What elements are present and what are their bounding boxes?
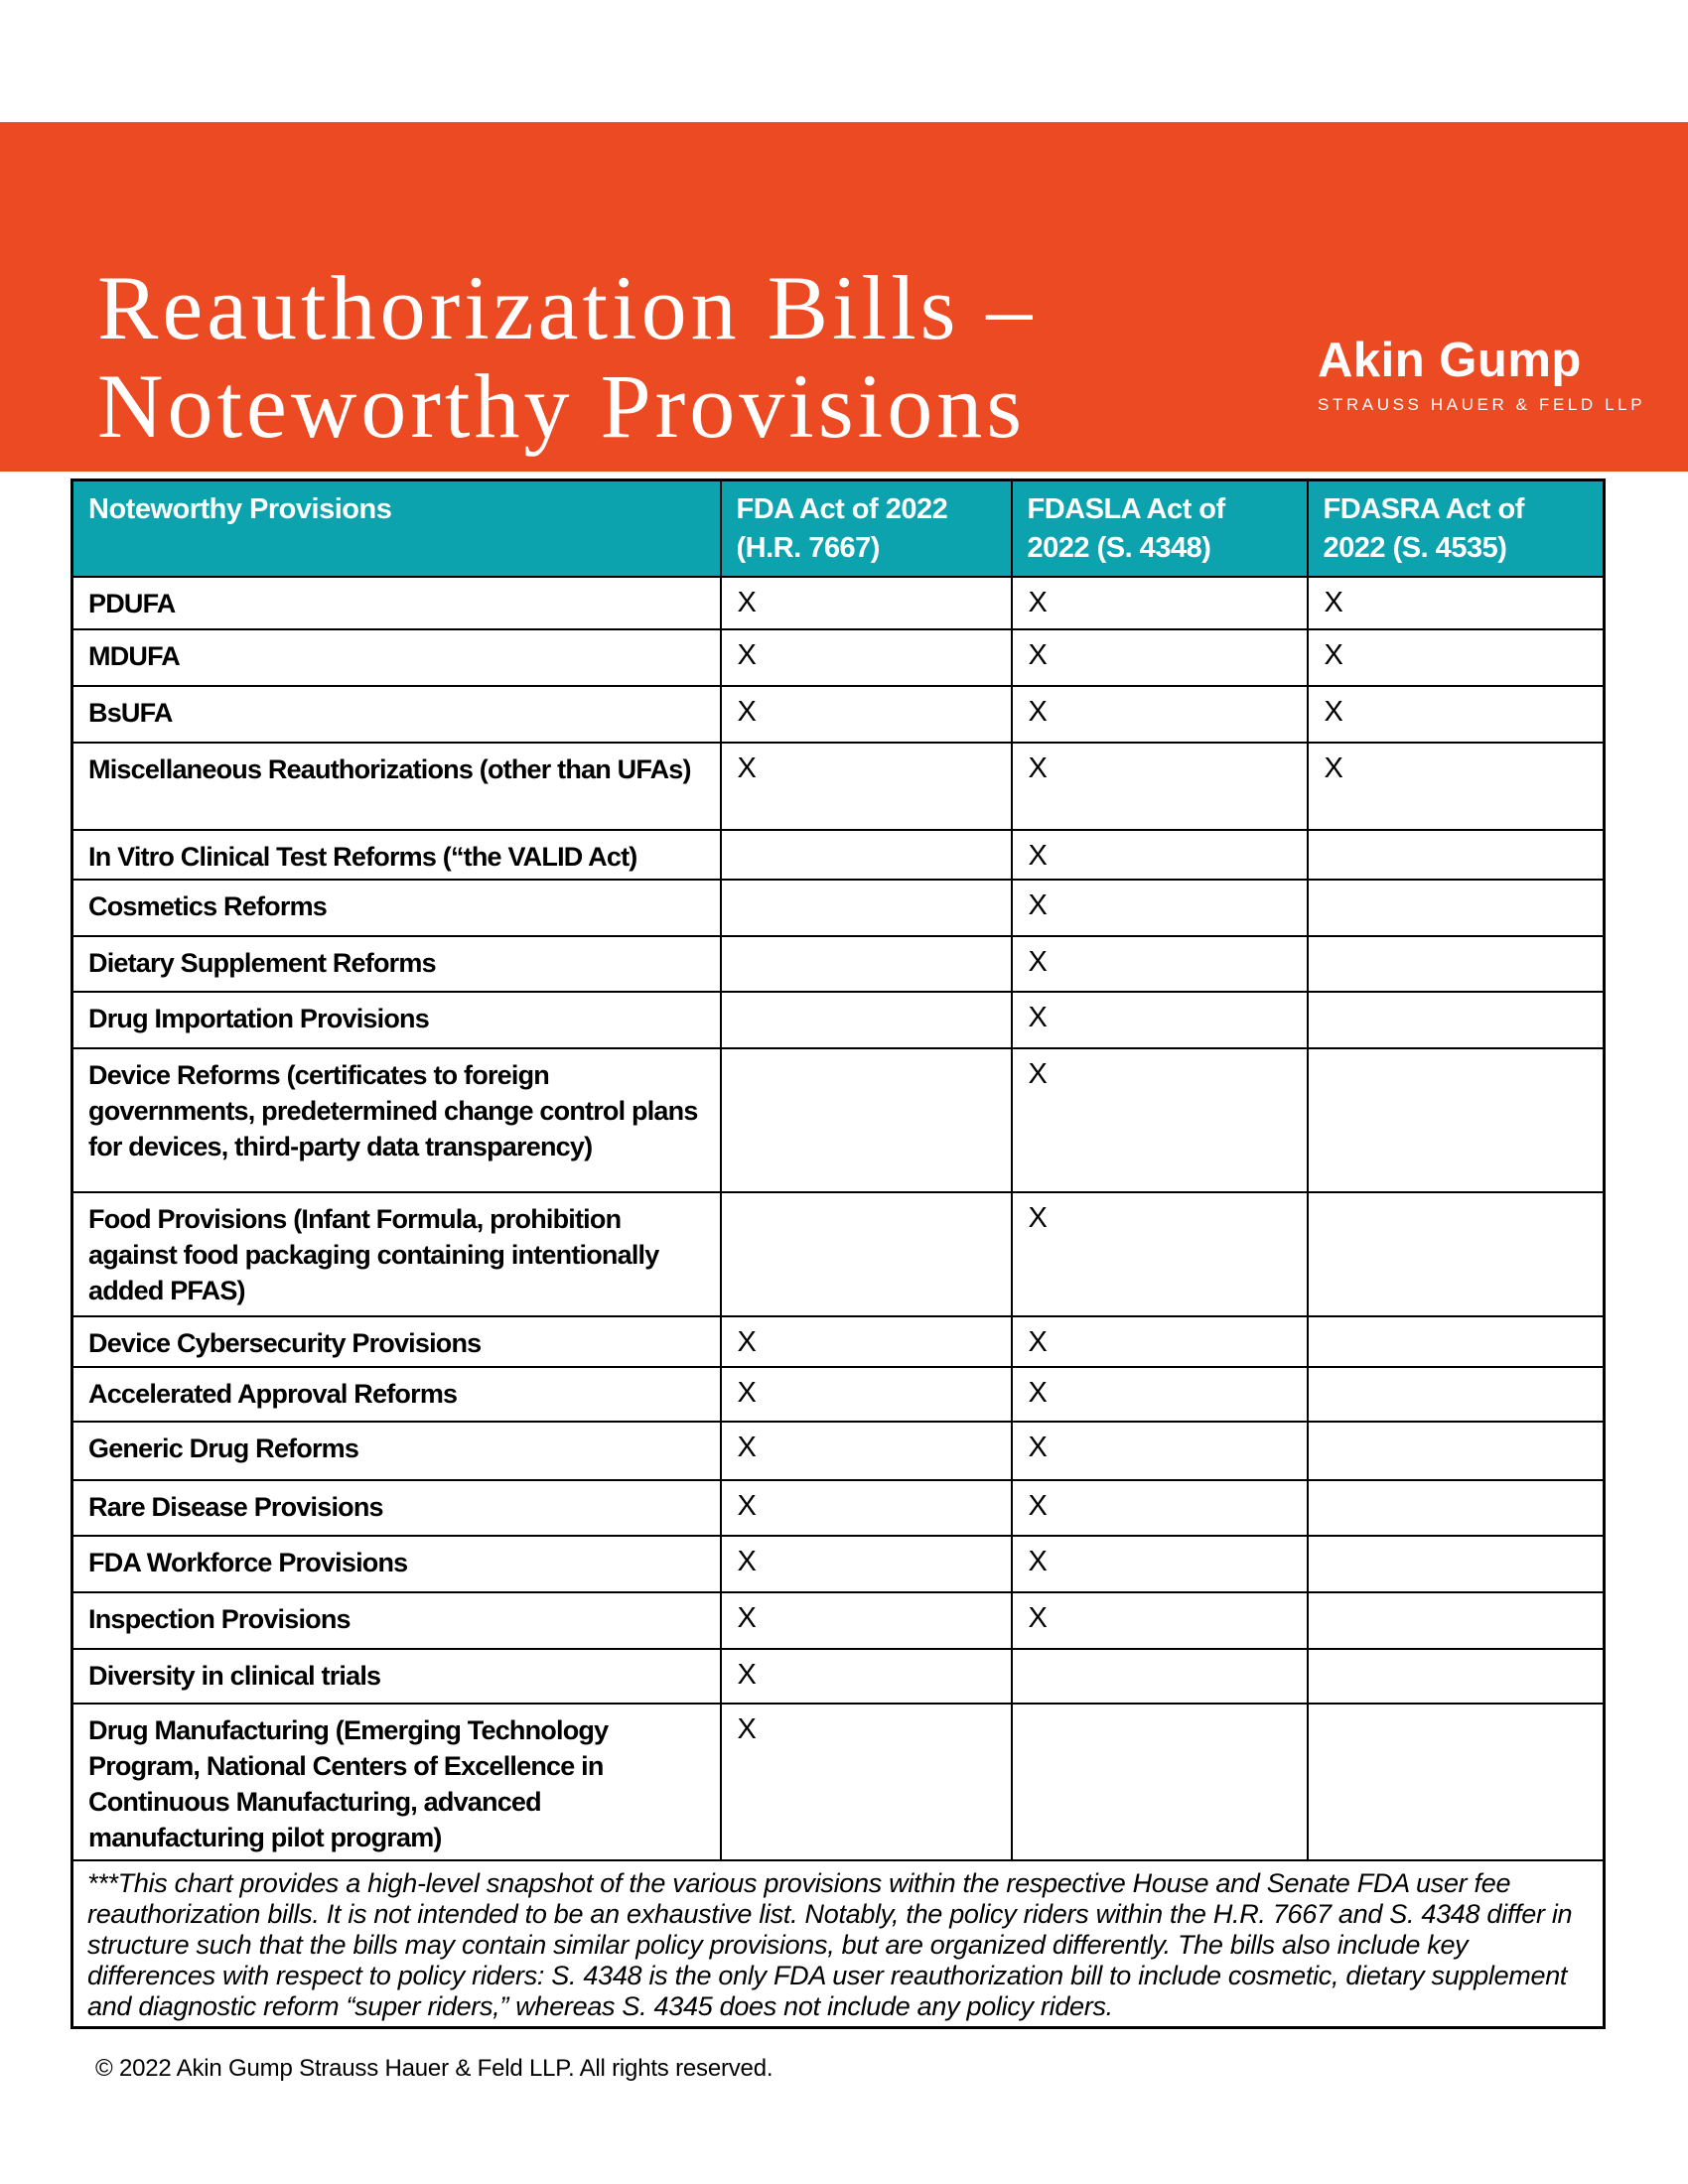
provision-label-cell: Miscellaneous Reauthorizations (other than UFAs) <box>72 743 721 830</box>
mark-cell-fda-act <box>721 830 1012 880</box>
provision-label-cell: Dietary Supplement Reforms <box>72 936 721 992</box>
mark-cell-fdasra-act <box>1308 830 1605 880</box>
table-row <box>72 1704 1605 1860</box>
footnote-cell <box>72 1860 1605 2028</box>
table-header <box>72 480 1605 578</box>
provision-label-cell: Device Cybersecurity Provisions <box>72 1316 721 1367</box>
provision-label-cell: Generic Drug Reforms <box>72 1422 721 1480</box>
mark-cell-fdasra-act <box>1308 1592 1605 1649</box>
mark-cell-fda-act: X <box>721 743 1012 830</box>
mark-cell-fdasra-act: X <box>1308 577 1605 629</box>
mark-cell-fdasra-act <box>1308 1704 1605 1860</box>
table-row <box>72 1422 1605 1480</box>
mark-cell-fdasla-act: X <box>1012 1536 1308 1592</box>
mark-cell-fdasla-act: X <box>1012 743 1308 830</box>
provisions-table <box>70 478 1606 2029</box>
mark-cell-fdasra-act: X <box>1308 629 1605 686</box>
page-title <box>97 259 1036 456</box>
table-footnote-section <box>72 1860 1605 2028</box>
mark-cell-fda-act <box>721 880 1012 936</box>
mark-cell-fda-act: X <box>721 577 1012 629</box>
mark-cell-fdasra-act <box>1308 1316 1605 1367</box>
mark-cell-fdasra-act <box>1308 880 1605 936</box>
mark-cell-fdasra-act <box>1308 1192 1605 1316</box>
mark-cell-fdasla-act <box>1012 1704 1308 1860</box>
table-row <box>72 992 1605 1048</box>
table-row <box>72 1649 1605 1704</box>
logo-wordmark: Akin Gump <box>1318 334 1582 387</box>
mark-cell-fdasla-act: X <box>1012 629 1308 686</box>
mark-cell-fdasra-act: X <box>1308 686 1605 743</box>
provision-label-cell: Rare Disease Provisions <box>72 1480 721 1536</box>
provision-label-cell: Cosmetics Reforms <box>72 880 721 936</box>
table-row <box>72 1367 1605 1422</box>
provision-label-cell: In Vitro Clinical Test Reforms (“the VALID Act) <box>72 830 721 880</box>
table-row <box>72 1316 1605 1367</box>
mark-cell-fdasra-act <box>1308 1536 1605 1592</box>
table-body <box>72 577 1605 1860</box>
mark-cell-fdasla-act: X <box>1012 1367 1308 1422</box>
mark-cell-fdasla-act: X <box>1012 992 1308 1048</box>
mark-cell-fda-act: X <box>721 1704 1012 1860</box>
table-row <box>72 830 1605 880</box>
akin-gump-logo <box>1318 335 1645 415</box>
mark-cell-fda-act: X <box>721 1480 1012 1536</box>
mark-cell-fdasra-act <box>1308 1048 1605 1192</box>
mark-cell-fdasra-act <box>1308 1649 1605 1704</box>
table-row <box>72 936 1605 992</box>
mark-cell-fdasla-act: X <box>1012 1592 1308 1649</box>
mark-cell-fdasla-act: X <box>1012 936 1308 992</box>
mark-cell-fda-act <box>721 992 1012 1048</box>
provision-label-cell: BsUFA <box>72 686 721 743</box>
mark-cell-fdasra-act <box>1308 936 1605 992</box>
mark-cell-fdasla-act: X <box>1012 686 1308 743</box>
mark-cell-fdasra-act <box>1308 1422 1605 1480</box>
mark-cell-fdasla-act: X <box>1012 880 1308 936</box>
mark-cell-fda-act: X <box>721 1316 1012 1367</box>
footnote-row <box>72 1860 1605 2028</box>
table-row <box>72 577 1605 629</box>
mark-cell-fdasra-act <box>1308 992 1605 1048</box>
provision-label-cell: FDA Workforce Provisions <box>72 1536 721 1592</box>
provision-label-cell: Drug Manufacturing (Emerging Technology Program, National Centers of Excellence in Continuous Manufacturing, advanced manufacturing pilot program) <box>72 1704 721 1860</box>
mark-cell-fdasla-act: X <box>1012 1316 1308 1367</box>
provision-label-cell: Drug Importation Provisions <box>72 992 721 1048</box>
logo-tagline: STRAUSS HAUER & FELD LLP <box>1318 395 1646 414</box>
mark-cell-fdasra-act: X <box>1308 743 1605 830</box>
header-band <box>0 122 1688 472</box>
table-row <box>72 1048 1605 1192</box>
mark-cell-fda-act: X <box>721 1536 1012 1592</box>
provision-label-cell: Diversity in clinical trials <box>72 1649 721 1704</box>
footnote-text: ***This chart provides a high-level snapshot of the various provisions within the respective House and Senate FDA user fee reauthorization bills. It is not intended to be an exhaustive list. Notably, the policy riders within the H.R. 7667 and S. 4348 differ in structure such that the bills may contain similar policy provisions, but are organized differently. The bills also include key differences with respect to policy riders: S. 4348 is the only FDA user reauthorization bill to include cosmetic, dietary supplement and diagnostic reform “super riders,” whereas S. 4345 does not include any policy riders. <box>87 1868 1573 2021</box>
table-row <box>72 1480 1605 1536</box>
mark-cell-fdasla-act: X <box>1012 577 1308 629</box>
mark-cell-fda-act <box>721 1048 1012 1192</box>
table-row <box>72 1592 1605 1649</box>
provision-label-cell: Inspection Provisions <box>72 1592 721 1649</box>
mark-cell-fda-act <box>721 1192 1012 1316</box>
mark-cell-fdasra-act <box>1308 1367 1605 1422</box>
page-title-line2: Noteworthy Provisions <box>97 355 1026 457</box>
column-header-fda-act: FDA Act of 2022 (H.R. 7667) <box>721 480 1012 578</box>
mark-cell-fda-act: X <box>721 1592 1012 1649</box>
table-row <box>72 629 1605 686</box>
column-header-fdasla-act: FDASLA Act of 2022 (S. 4348) <box>1012 480 1308 578</box>
mark-cell-fdasra-act <box>1308 1480 1605 1536</box>
mark-cell-fdasla-act: X <box>1012 1192 1308 1316</box>
provision-label-cell: Accelerated Approval Reforms <box>72 1367 721 1422</box>
page-title-line1: Reauthorization Bills – <box>97 257 1037 358</box>
mark-cell-fdasla-act: X <box>1012 1480 1308 1536</box>
mark-cell-fda-act: X <box>721 629 1012 686</box>
mark-cell-fda-act: X <box>721 686 1012 743</box>
mark-cell-fda-act: X <box>721 1649 1012 1704</box>
table-row <box>72 743 1605 830</box>
mark-cell-fdasla-act: X <box>1012 830 1308 880</box>
table-row <box>72 1192 1605 1316</box>
table-row <box>72 880 1605 936</box>
copyright-line: © 2022 Akin Gump Strauss Hauer & Feld LLP. All rights reserved. <box>95 2055 774 2082</box>
mark-cell-fda-act: X <box>721 1422 1012 1480</box>
mark-cell-fdasla-act: X <box>1012 1048 1308 1192</box>
provision-label-cell: Device Reforms (certificates to foreign governments, predetermined change control plans for devices, third-party data transparency) <box>72 1048 721 1192</box>
mark-cell-fda-act: X <box>721 1367 1012 1422</box>
provision-label-cell: Food Provisions (Infant Formula, prohibition against food packaging containing intentionally added PFAS) <box>72 1192 721 1316</box>
mark-cell-fda-act <box>721 936 1012 992</box>
mark-cell-fdasla-act <box>1012 1649 1308 1704</box>
table-row <box>72 1536 1605 1592</box>
column-header-fdasra-act: FDASRA Act of 2022 (S. 4535) <box>1308 480 1605 578</box>
table-row <box>72 686 1605 743</box>
mark-cell-fdasla-act: X <box>1012 1422 1308 1480</box>
provision-label-cell: PDUFA <box>72 577 721 629</box>
column-header-noteworthy-provisions: Noteworthy Provisions <box>72 480 721 578</box>
provision-label-cell: MDUFA <box>72 629 721 686</box>
